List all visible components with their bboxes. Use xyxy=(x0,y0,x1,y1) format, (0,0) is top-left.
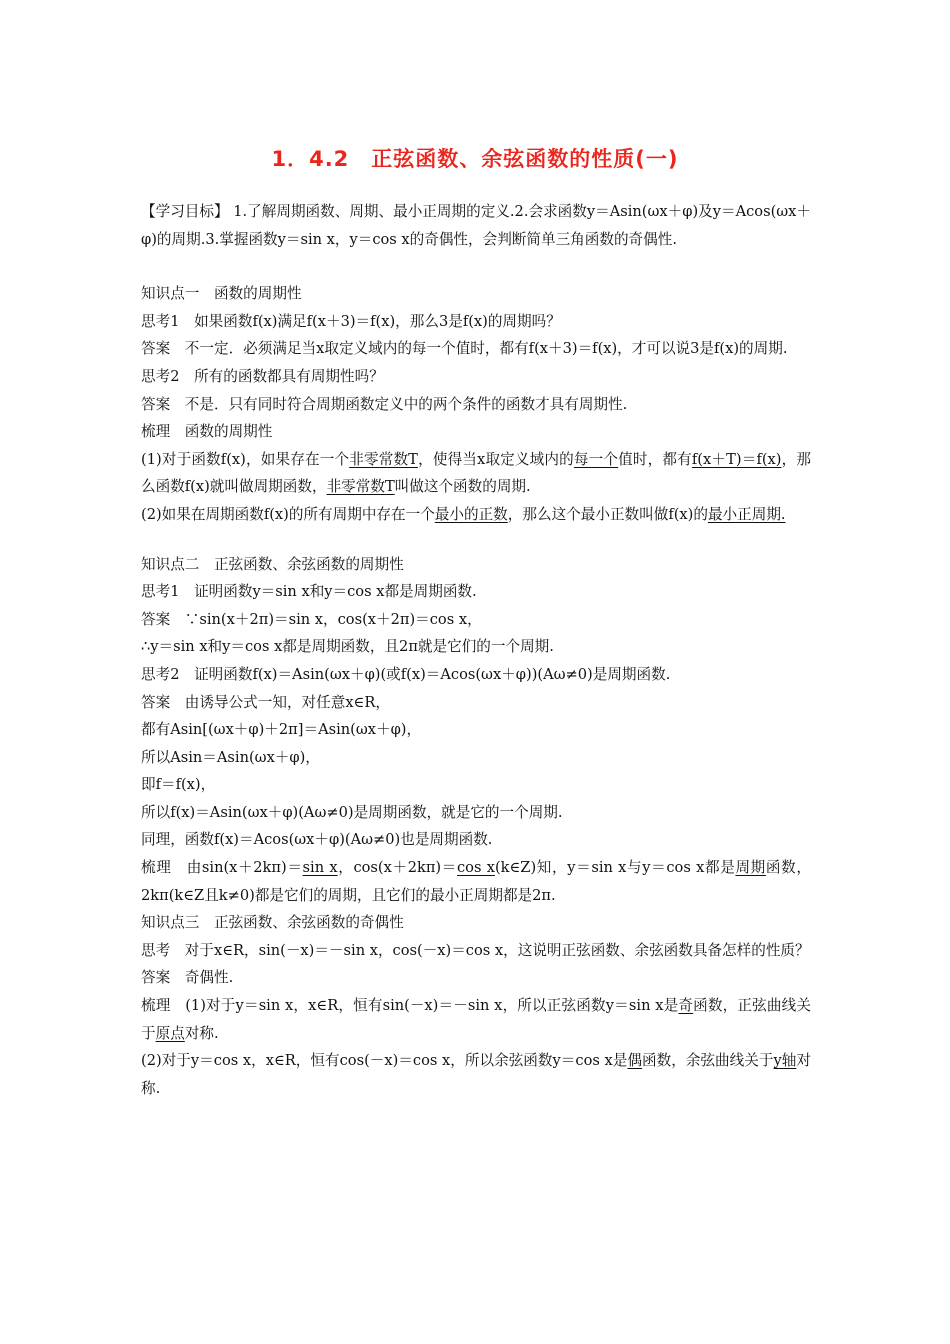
summary-1-item-1: (1)对于函数f(x)，如果存在一个非零常数T，使得当x取定义域内的每一个值时，都有f(x＋T)＝f(x)，那么函数f(x)就叫做周期函数，非零常数T叫做这个函数的周期. xyxy=(141,450,811,496)
answer-2-2-line-3: 所以Asin＝Asin(ωx＋φ)， xyxy=(141,748,320,766)
section-heading-3: 知识点三 正弦函数、余弦函数的奇偶性 xyxy=(141,914,404,932)
question-1-2: 思考2 所有的函数都具有周期性吗？ xyxy=(141,367,384,385)
answer-2-2-line-1: 答案 由诱导公式一知，对任意x∈R， xyxy=(141,693,390,711)
blank-nonzero-constant-2: 非零常数T xyxy=(326,478,395,496)
summary-3-item-1: 梳理 (1)对于y＝sin x，x∈R，恒有sin(－x)＝－sin x，所以正弦函数y＝sin x是奇函数，正弦曲线关于原点对称. xyxy=(141,997,811,1042)
summary-heading-1: 梳理 函数的周期性 xyxy=(141,423,273,441)
blank-periodic-equation: f(x＋T)＝f(x) xyxy=(691,450,782,468)
question-1-1: 思考1 如果函数f(x)满足f(x＋3)＝f(x)，那么3是f(x)的周期吗？ xyxy=(141,312,561,330)
blank-cos-x: cos x xyxy=(457,859,495,877)
answer-1-2: 答案 不是．只有同时符合周期函数定义中的两个条件的函数才具有周期性. xyxy=(141,395,628,413)
section-heading-2: 知识点二 正弦函数、余弦函数的周期性 xyxy=(141,555,404,573)
question-2-1: 思考1 证明函数y＝sin x和y＝cos x都是周期函数. xyxy=(141,583,477,601)
learning-objectives: 【学习目标】 1.了解周期函数、周期、最小正周期的定义.2.会求函数y＝Asin(ωx＋φ)及y＝Acos(ωx＋φ)的周期.3.掌握函数y＝sin x，y＝cos x的奇偶性，会判断简单三角函数的奇偶性. xyxy=(141,203,811,248)
blank-even: 偶 xyxy=(627,1052,642,1070)
blank-smallest-positive: 最小的正数 xyxy=(434,505,508,523)
answer-2-2-line-2: 都有Asin[(ωx＋φ)＋2π]＝Asin(ωx＋φ)， xyxy=(141,721,422,739)
section-heading-1: 知识点一 函数的周期性 xyxy=(141,285,302,303)
answer-2-1-line-1: 答案 ∵sin(x＋2π)＝sin x，cos(x＋2π)＝cos x， xyxy=(141,610,482,628)
blank-every-value: 每一个 xyxy=(573,450,619,468)
answer-2-2-line-4: 即f＝f(x)， xyxy=(141,776,216,794)
blank-minimum-period: 最小正周期. xyxy=(707,505,786,523)
summary-2: 梳理 由sin(x＋2kπ)＝sin x，cos(x＋2kπ)＝cos x(k∈Z)知，y＝sin x与y＝cos x都是周期函数，2kπ(k∈Z且k≠0)都是它们的周期，且它们的最小正周期都是2π. xyxy=(141,859,811,904)
answer-2-2-line-6: 同理，函数f(x)＝Acos(ωx＋φ)(Aω≠0)也是周期函数. xyxy=(141,831,493,849)
answer-3: 答案 奇偶性. xyxy=(141,969,234,987)
answer-2-2-line-5: 所以f(x)＝Asin(ωx＋φ)(Aω≠0)是周期函数，就是它的一个周期. xyxy=(141,803,563,821)
blank-origin: 原点 xyxy=(155,1024,185,1042)
answer-1-1: 答案 不一定．必须满足当x取定义域内的每一个值时，都有f(x＋3)＝f(x)，才可以说3是f(x)的周期. xyxy=(141,340,788,358)
blank-sin-x: sin x xyxy=(302,859,338,877)
blank-y-axis: y轴 xyxy=(773,1052,797,1070)
question-3: 思考 对于x∈R，sin(－x)＝－sin x，cos(－x)＝cos x，这说明正弦函数、余弦函数具备怎样的性质？ xyxy=(141,941,810,959)
blank-periodic: 周期 xyxy=(735,859,766,877)
answer-2-1-line-2: ∴y＝sin x和y＝cos x都是周期函数，且2π就是它们的一个周期. xyxy=(141,638,554,656)
blank-nonzero-constant: 非零常数T xyxy=(349,450,418,468)
blank-odd: 奇 xyxy=(678,997,694,1015)
page-title: 1．4.2 正弦函数、余弦函数的性质(一) xyxy=(271,147,679,171)
summary-3-item-2: (2)对于y＝cos x，x∈R，恒有cos(－x)＝cos x，所以余弦函数y＝cos x是偶函数，余弦曲线关于y轴对称. xyxy=(141,1052,811,1097)
summary-1-item-2: (2)如果在周期函数f(x)的所有周期中存在一个最小的正数，那么这个最小正数叫做f(x)的最小正周期. xyxy=(141,505,786,523)
question-2-2: 思考2 证明函数f(x)＝Asin(ωx＋φ)(或f(x)＝Acos(ωx＋φ))(Aω≠0)是周期函数. xyxy=(141,665,671,683)
document-body xyxy=(141,198,811,1102)
